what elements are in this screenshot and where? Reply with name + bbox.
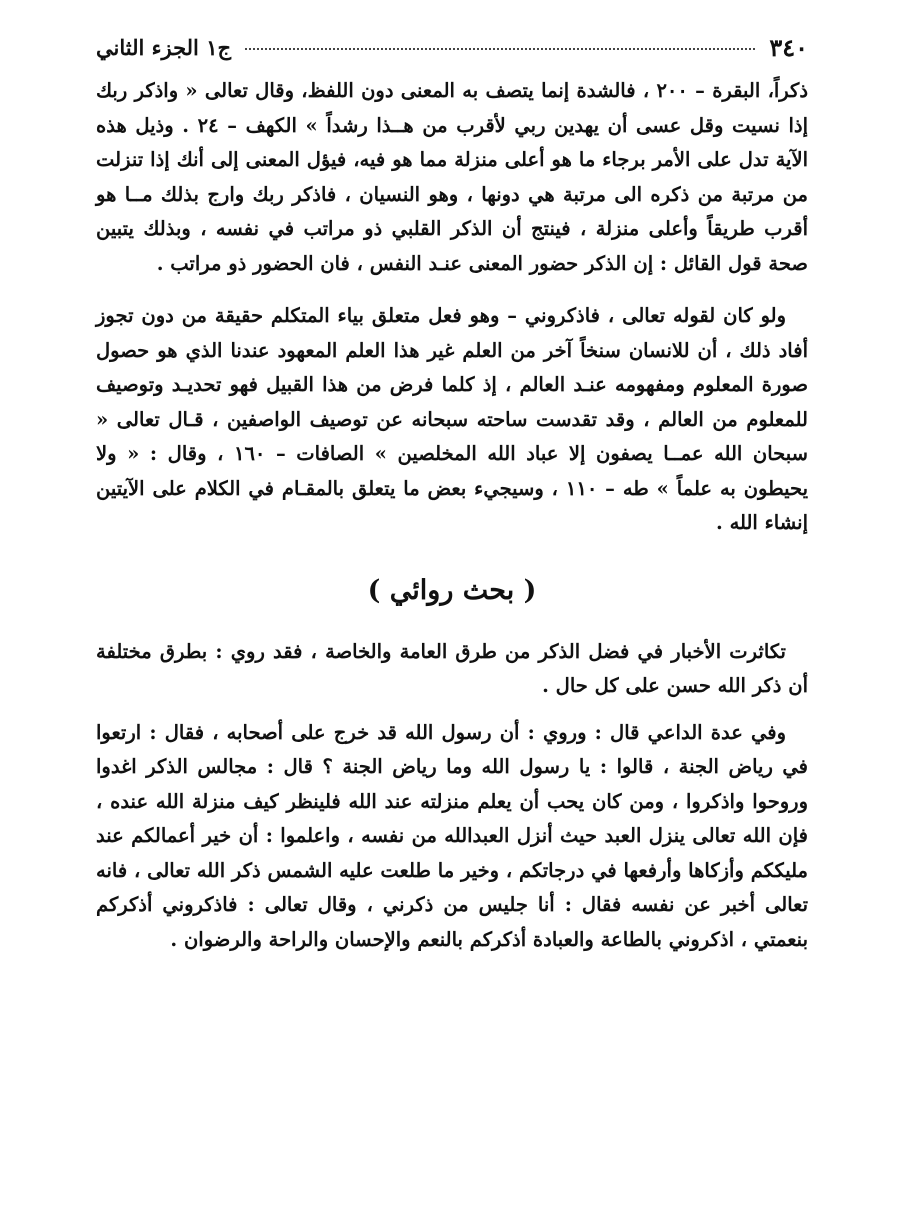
- running-title: ج١ الجزء الثاني: [96, 34, 232, 60]
- section-title: ( بحث روائي ): [367, 574, 537, 606]
- page-header: [96, 28, 808, 66]
- paragraph-4: وفي عدة الداعي قال : وروي : أن رسول الله قد خرج على أصحابه ، فقال : ارتعوا في رياض الجنة ، قالوا : يا رسول الله وما رياض الجنة ؟ قال : مجالس الذكر اغدوا وروحوا واذكروا ، ومن كان يحب أن يعلم منزلته عند الله فلينظر كيف منزلة الله عنده ، فإن الله تعالى ينزل العبد حيث أنزل العبدالله من نفسه ، واعلموا : أن خير أعمالكم عند مليككم وأزكاها وأرفعها في درجاتكم ، وخير ما طلعت عليه الشمس ذكر الله تعالى ، فانه تعالى أخبر عن نفسه فقال : أنا جليس من ذكرني ، وقال تعالى : فاذكروني أذكركم بنعمتي ، اذكروني بالطاعة والعبادة أذكركم بالنعم والإحسان والراحة والرضوان .: [96, 720, 808, 951]
- paragraph-2: ولو كان لقوله تعالى ، فاذكروني – وهو فعل متعلق بياء المتكلم حقيقة من دون تجوز أفاد ذلك ، أن للانسان سنخاً آخر من العلم غير هذا العلم المعهود عندنا الذي هو حصول صورة المعلوم ومفهومه عنـد العالم ، إذ كلما فرض من هذا القبيل فهو تحديـد وتوصيف للمعلوم من العالم ، وقد تقدست ساحته سبحانه عن توصيف الواصفين ، قـال تعالى « سبحان الله عمــا يصفون إلا عباد الله المخلصين » الصافات – ١٦٠ ، وقال : « ولا يحيطون به علماً » طه – ١١٠ ، وسيجيء بعض ما يتعلق بالمقـام في الكلام على الآيتين إنشاء الله .: [96, 304, 809, 534]
- book-page: [96, 28, 808, 957]
- page-number: ٣٤٠: [769, 32, 808, 62]
- header-dotted-rule: [245, 48, 755, 50]
- paragraph-3: تكاثرت الأخبار في فضل الذكر من طرق العامة والخاصة ، فقد روي : بطرق مختلفة أن ذكر الله حسن على كل حال .: [96, 639, 808, 697]
- paragraph-1: ذكراً، البقرة – ٢٠٠ ، فالشدة إنما يتصف به المعنى دون اللفظ، وقال تعالى « واذكر ربك إذا نسيت وقل عسى أن يهدين ربي لأقرب من هــذا رشداً » الكهف – ٢٤ . وذيل هذه الآية تدل على الأمر برجاء ما هو أعلى منزلة مما هو فيه، فيؤل المعنى إلى أنك إذا تنزلت من مرتبة من ذكره الى مرتبة هي دونها ، وهو النسيان ، فاذكر ربك وارج بذلك مــا هو أقرب طريقاً وأعلى منزلة ، فينتج أن الذكر القلبي ذو مراتب في نفسه ، وبذلك يتبين صحة قول القائل : إن الذكر حضور المعنى عنـد النفس ، فان الحضور ذو مراتب .: [96, 79, 809, 275]
